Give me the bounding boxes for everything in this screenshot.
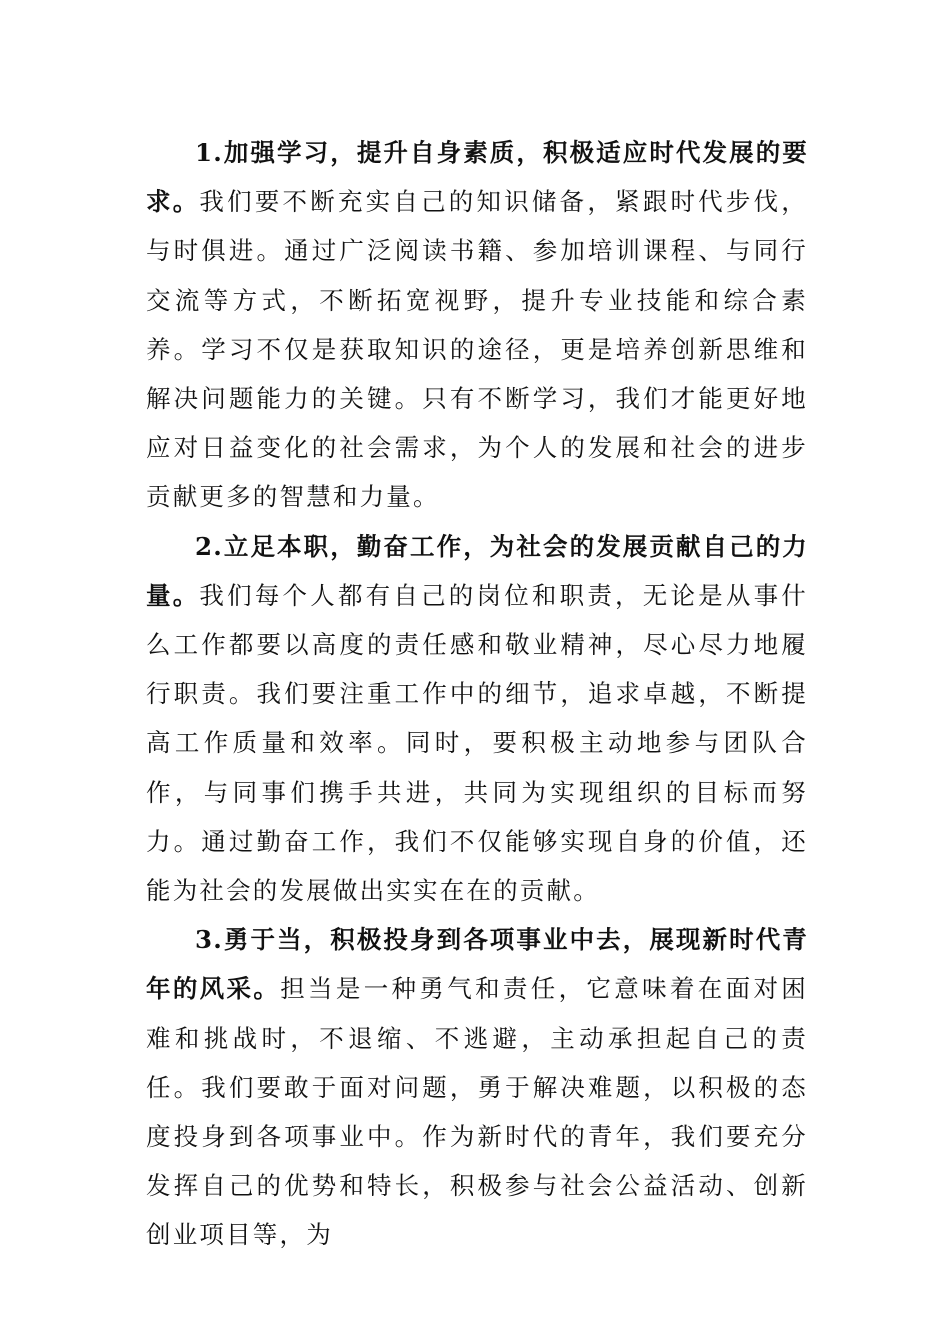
paragraph-3-heading: 3.勇于当，积极投身到各项事业中去，展现新时代青年的风采。 (146, 925, 808, 1004)
paragraph-2 (146, 522, 808, 916)
paragraph-2-heading: 2.立足本职，勤奋工作，为社会的发展贡献自己的力量。 (146, 531, 808, 610)
paragraph-1-heading: 1.加强学习，提升自身素质，积极适应时代发展的要求。 (146, 138, 808, 217)
paragraph-3 (146, 915, 808, 1259)
document-body (146, 128, 808, 1260)
paragraph-2-text: 我们每个人都有自己的岗位和职责，无论是从事什么工作都要以高度的责任感和敬业精神，尽心尽力地履行职责。我们要注重工作中的细节，追求卓越，不断提高工作质量和效率。同时，要积极主动地参与团队合作，与同事们携手共进，共同为实现组织的目标而努力。通过勤奋工作，我们不仅能够实现自身的价值，还能为社会的发展做出实实在在的贡献。 (146, 580, 808, 906)
paragraph-1-text: 我们要不断充实自己的知识储备，紧跟时代步伐，与时俱进。通过广泛阅读书籍、参加培训课程、与同行交流等方式，不断拓宽视野，提升专业技能和综合素养。学习不仅是获取知识的途径，更是培养创新思维和解决问题能力的关键。只有不断学习，我们才能更好地应对日益变化的社会需求，为个人的发展和社会的进步贡献更多的智慧和力量。 (146, 187, 808, 512)
paragraph-1 (146, 128, 808, 522)
paragraph-3-text: 担当是一种勇气和责任，它意味着在面对困难和挑战时，不退缩、不逃避，主动承担起自己的责任。我们要敢于面对问题，勇于解决难题，以积极的态度投身到各项事业中。作为新时代的青年，我们要充分发挥自己的优势和特长，积极参与社会公益活动、创新创业项目等，为 (146, 974, 808, 1250)
